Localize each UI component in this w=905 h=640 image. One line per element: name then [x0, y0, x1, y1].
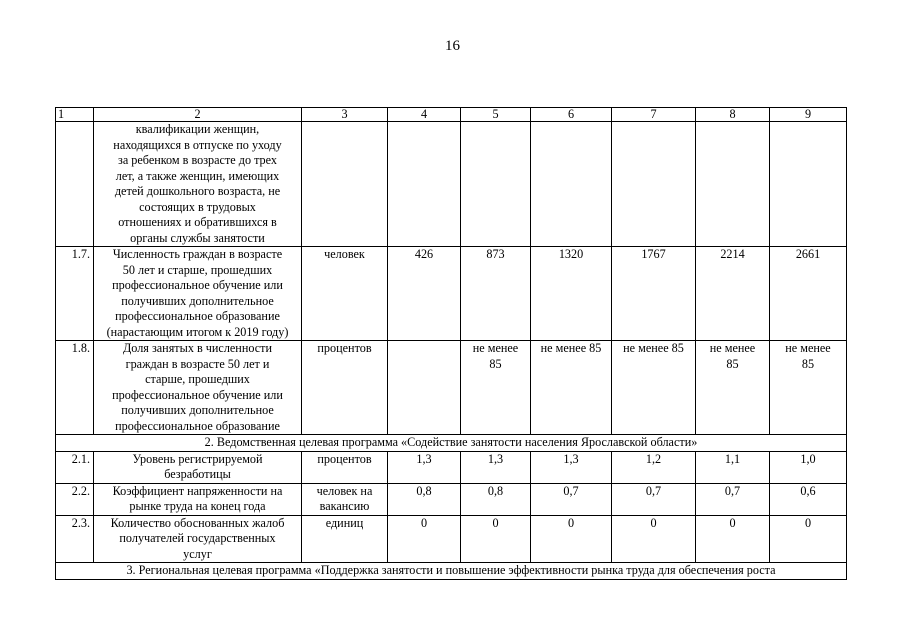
- value-cell: [531, 122, 612, 247]
- cell-line: 85: [726, 356, 739, 371]
- cell-line: 1,2: [645, 451, 662, 466]
- unit-cell: [302, 483, 388, 515]
- value-cell: [696, 515, 770, 563]
- cell-line: 1320: [558, 247, 584, 261]
- indicator-name: [94, 451, 302, 483]
- value-cell: [388, 247, 461, 341]
- table-row: [56, 247, 847, 341]
- cell-line: получивших дополнительное: [121, 403, 274, 417]
- unit-cell: [302, 341, 388, 435]
- cell-line: 1,3: [487, 451, 504, 466]
- value-cell: [531, 451, 612, 483]
- column-header: 2: [94, 108, 302, 122]
- value-cell: [388, 515, 461, 563]
- cell-line: детей дошкольного возраста, не: [114, 184, 281, 198]
- value-cell: [770, 515, 847, 563]
- value-cell: [612, 341, 696, 435]
- cell-line: 873: [486, 247, 505, 261]
- unit-cell: [302, 451, 388, 483]
- cell-line: 0: [420, 515, 428, 530]
- value-cell: [531, 483, 612, 515]
- indicator-name: [94, 341, 302, 435]
- cell-line: рынке труда на конец года: [129, 499, 266, 513]
- cell-line: получателей государственных: [119, 531, 276, 545]
- cell-line: 0,8: [416, 483, 432, 498]
- section-row: [56, 435, 847, 452]
- cell-line: 0,8: [487, 483, 504, 498]
- column-header: 6: [531, 108, 612, 122]
- table-row: [56, 483, 847, 515]
- cell-line: состоящих в трудовых: [139, 199, 256, 214]
- table-row: [56, 122, 847, 247]
- value-cell: [696, 122, 770, 247]
- section-title: 3. Региональная целевая программа «Поддержка занятости и повышение эффективности рынка труда для обеспечения роста: [56, 563, 847, 580]
- cell-line: отношениях и обратившихся в: [118, 215, 277, 229]
- value-cell: [696, 341, 770, 435]
- cell-line: профессиональное обучение или: [112, 278, 283, 292]
- cell-line: 0: [650, 515, 657, 530]
- row-number: 1.7.: [56, 247, 94, 341]
- unit-cell: [302, 515, 388, 563]
- value-cell: [612, 122, 696, 247]
- cell-line: профессиональное образование: [115, 309, 280, 323]
- row-number: 2.1.: [56, 451, 94, 483]
- column-header: 5: [461, 108, 531, 122]
- cell-line: процентов: [317, 451, 372, 466]
- cell-line: 0: [492, 515, 499, 530]
- column-header: 4: [388, 108, 461, 122]
- cell-line: 1,3: [416, 451, 432, 466]
- indicators-table: [55, 107, 847, 580]
- cell-line: 1,3: [563, 451, 579, 466]
- cell-line: не менее 85: [623, 341, 684, 355]
- value-cell: [531, 341, 612, 435]
- cell-line: 0: [804, 515, 812, 530]
- table-row: [56, 515, 847, 563]
- indicator-name: [94, 483, 302, 515]
- cell-line: Количество обоснованных жалоб: [110, 515, 285, 530]
- value-cell: [531, 515, 612, 563]
- cell-line: не менее 85: [540, 341, 602, 355]
- value-cell: [461, 247, 531, 341]
- value-cell: [770, 341, 847, 435]
- cell-line: Численность граждан в возрасте: [112, 247, 283, 261]
- value-cell: [388, 122, 461, 247]
- cell-line: 0,6: [800, 483, 816, 498]
- value-cell: [770, 247, 847, 341]
- cell-line: 1,1: [724, 451, 741, 466]
- section-row: [56, 563, 847, 580]
- value-cell: [696, 247, 770, 341]
- cell-line: Уровень регистрируемой: [132, 451, 263, 466]
- cell-line: 1,0: [800, 451, 816, 466]
- cell-line: 0,7: [724, 483, 741, 498]
- row-number: 2.2.: [56, 483, 94, 515]
- column-header: 9: [770, 108, 847, 122]
- cell-line: 0: [567, 515, 575, 530]
- row-number: 1.8.: [56, 341, 94, 435]
- value-cell: [388, 451, 461, 483]
- value-cell: [461, 341, 531, 435]
- cell-line: не менее: [785, 341, 831, 355]
- indicator-name: [94, 515, 302, 563]
- section-title: 2. Ведомственная целевая программа «Содействие занятости населения Ярославской области»: [56, 435, 847, 452]
- cell-line: граждан в возрасте 50 лет и: [125, 356, 270, 371]
- cell-line: 2661: [795, 247, 821, 261]
- cell-line: Коэффициент напряженности на: [112, 483, 283, 498]
- cell-line: Доля занятых в численности: [122, 341, 273, 355]
- value-cell: [461, 122, 531, 247]
- cell-line: услуг: [183, 546, 212, 561]
- cell-line: квалификации женщин,: [135, 122, 260, 136]
- cell-line: находящихся в отпуске по уходу: [113, 137, 282, 152]
- cell-line: человек: [324, 247, 365, 261]
- table-row: [56, 451, 847, 483]
- cell-line: 0,7: [563, 483, 579, 498]
- cell-line: 50 лет и старше, прошедших: [122, 262, 273, 277]
- cell-line: не менее: [709, 341, 756, 355]
- cell-line: не менее: [472, 341, 519, 355]
- cell-line: получивших дополнительное: [121, 293, 274, 308]
- header-row: [56, 108, 847, 122]
- value-cell: [770, 483, 847, 515]
- value-cell: [612, 515, 696, 563]
- value-cell: [770, 451, 847, 483]
- column-header: 7: [612, 108, 696, 122]
- value-cell: [461, 483, 531, 515]
- cell-line: 0: [729, 515, 736, 530]
- row-number: 2.3.: [56, 515, 94, 563]
- unit-cell: [302, 247, 388, 341]
- cell-line: процентов: [317, 341, 372, 355]
- column-header: 3: [302, 108, 388, 122]
- indicator-name: [94, 247, 302, 341]
- cell-line: профессиональное образование: [115, 418, 280, 433]
- value-cell: [388, 341, 461, 435]
- cell-line: профессиональное обучение или: [112, 387, 283, 402]
- cell-line: 85: [489, 356, 502, 371]
- cell-line: старше, прошедших: [145, 372, 250, 386]
- column-header: 1: [56, 108, 94, 122]
- value-cell: [388, 483, 461, 515]
- value-cell: [612, 247, 696, 341]
- column-header: 8: [696, 108, 770, 122]
- cell-line: лет, а также женщин, имеющих: [115, 168, 280, 183]
- cell-line: органы службы занятости: [130, 230, 265, 245]
- value-cell: [531, 247, 612, 341]
- cell-line: человек на: [316, 483, 373, 498]
- row-number: [56, 122, 94, 247]
- value-cell: [696, 451, 770, 483]
- cell-line: 1767: [641, 247, 666, 261]
- page-number: 16: [445, 38, 460, 54]
- value-cell: [612, 483, 696, 515]
- cell-line: 426: [414, 247, 434, 261]
- cell-line: 0,7: [645, 483, 662, 498]
- value-cell: [612, 451, 696, 483]
- indicator-name: [94, 122, 302, 247]
- cell-line: за ребенком в возрасте до трех: [118, 153, 277, 167]
- value-cell: [461, 515, 531, 563]
- cell-line: (нарастающим итогом к 2019 году): [106, 324, 289, 339]
- cell-line: единиц: [325, 515, 364, 530]
- cell-line: безработицы: [164, 467, 231, 481]
- cell-line: вакансию: [319, 499, 370, 513]
- table-row: [56, 341, 847, 435]
- value-cell: [770, 122, 847, 247]
- value-cell: [461, 451, 531, 483]
- cell-line: 2214: [720, 247, 745, 261]
- unit-cell: [302, 122, 388, 247]
- cell-line: 85: [801, 356, 815, 371]
- value-cell: [696, 483, 770, 515]
